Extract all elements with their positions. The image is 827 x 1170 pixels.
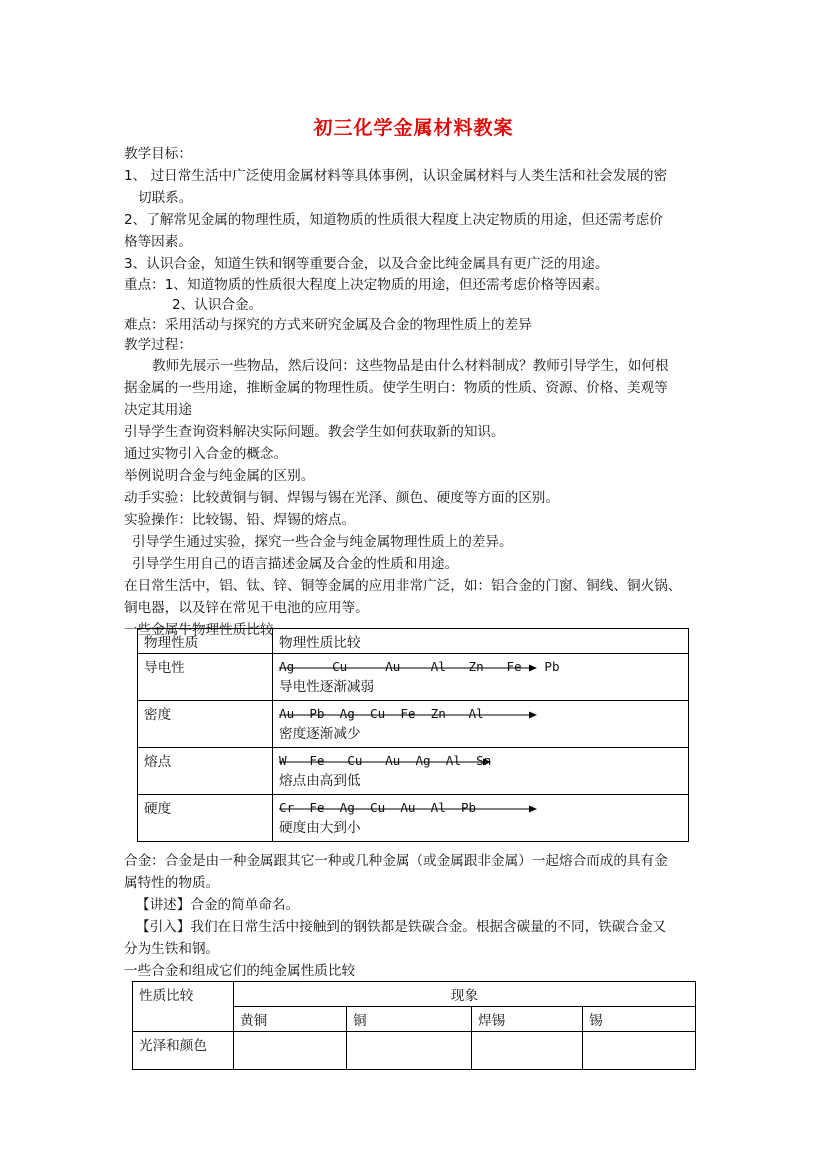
- metal-sequence: W Fe Cu Au Ag Al Sn: [279, 753, 492, 768]
- alloy-comparison-table: [132, 981, 696, 1070]
- table-row: [138, 654, 689, 701]
- objectives-heading: 教学目标：: [124, 146, 192, 162]
- property-cell: 密度: [138, 701, 273, 748]
- document-body-lower: [124, 850, 704, 982]
- objective-2-cont: 格等因素。: [124, 234, 192, 250]
- metal-sequence: Cr Fe Ag Cu Au Al Pb: [279, 797, 682, 818]
- trend-description: 熔点由高到低: [279, 773, 361, 789]
- objective-2: 2、了解常见金属的物理性质，知道物质的性质很大程度上决定物质的用途，但还需考虑价: [124, 212, 663, 228]
- table-header-row: [138, 629, 689, 654]
- table-header-row: [133, 982, 696, 1007]
- observation-cell: [472, 1032, 583, 1070]
- observation-cell: [347, 1032, 472, 1070]
- table-column-header: 铜: [347, 1007, 472, 1032]
- process-para-5: 动手实验：比较黄铜与铜、焊锡与锡在光泽、颜色、硬度等方面的区别。: [124, 490, 559, 506]
- process-para-6: 实验操作：比较锡、铅、焊锡的熔点。: [124, 512, 356, 528]
- comparison-cell: [273, 701, 689, 748]
- table1-caption: 一些金属牛物理性质比较: [124, 622, 274, 638]
- table-row: [133, 1032, 696, 1070]
- observation-cell: [583, 1032, 696, 1070]
- table-row: [138, 795, 689, 842]
- intro-note-cont: 分为生铁和钢。: [124, 941, 220, 957]
- trend-description: 导电性逐渐减弱: [279, 679, 375, 695]
- key-point-2: 2、认识合金。: [172, 297, 263, 313]
- lecture-note: 【讲述】合金的简单命名。: [136, 897, 300, 913]
- comparison-cell: [273, 654, 689, 701]
- comparison-cell: [273, 795, 689, 842]
- process-para-9: 在日常生活中，铝、钛、锌、铜等金属的应用非常广泛，如：铝合金的门窗、铜线、铜火锅、: [124, 578, 682, 594]
- objective-1: 1、 过日常生活中广泛使用金属材料等具体事例，认识金属材料与人类生活和社会发展的密: [124, 168, 668, 184]
- objective-3: 3、认识合金，知道生铁和钢等重要合金，以及合金比纯金属具有更广泛的用途。: [124, 256, 609, 272]
- property-cell: 硬度: [138, 795, 273, 842]
- table-row: [138, 701, 689, 748]
- process-para-4: 举例说明合金与纯金属的区别。: [124, 468, 315, 484]
- process-para-1: 教师先展示一些物品，然后设问：这些物品是由什么材料制成？教师引导学生，如何根: [152, 358, 669, 374]
- process-heading: 教学过程：: [124, 337, 192, 353]
- metal-sequence: Au Pb Ag Cu Fe Zn Al: [279, 703, 682, 724]
- difficulty: 难点：采用活动与探究的方式来研究金属及合金的物理性质上的差异: [124, 317, 532, 333]
- document-body: [124, 143, 704, 641]
- document-title: 初三化学金属材料教案: [313, 117, 514, 139]
- table2-caption: 一些合金和组成它们的纯金属性质比较: [124, 963, 356, 979]
- process-para-1-end: 决定其用途: [124, 402, 192, 418]
- process-para-2: 引导学生查询资料解决实际问题。教会学生如何获取新的知识。: [124, 424, 505, 440]
- table-row: [138, 748, 689, 795]
- trend-description: 密度逐渐减少: [279, 726, 361, 742]
- table-column-header: 黄铜: [234, 1007, 347, 1032]
- metal-sequence: Ag Cu Au Al Zn Fe Pb: [279, 659, 560, 674]
- alloy-definition: 合金：合金是由一种金属跟其它一种或几种金属（或金属跟非金属）一起熔合而成的具有金: [124, 853, 668, 869]
- observation-cell: [234, 1032, 347, 1070]
- alloy-definition-cont: 属特性的物质。: [124, 875, 220, 891]
- key-point-1: 重点：1、知道物质的性质很大程度上决定物质的用途，但还需考虑价格等因素。: [124, 277, 609, 293]
- comparison-cell: [273, 748, 689, 795]
- process-para-3: 通过实物引入合金的概念。: [124, 446, 288, 462]
- property-cell: 熔点: [138, 748, 273, 795]
- objective-1-cont: 切联系。: [138, 190, 193, 206]
- table-header-cell: 物理性质: [138, 629, 273, 654]
- table-header-group: 现象: [234, 982, 696, 1007]
- metal-properties-table: [137, 628, 689, 842]
- intro-note: 【引入】我们在日常生活中接触到的钢铁都是铁碳合金。根据含碳量的不同，铁碳合金又: [136, 919, 667, 935]
- table-column-header: 锡: [583, 1007, 696, 1032]
- table-header-cell: 物理性质比较: [273, 629, 689, 654]
- table-header-cell: 性质比较: [133, 982, 234, 1032]
- table-column-header: 焊锡: [472, 1007, 583, 1032]
- process-para-7: 引导学生通过实验，探究一些合金与纯金属物理性质上的差异。: [132, 534, 513, 550]
- process-para-1-cont: 据金属的一些用途，推断金属的物理性质。使学生明白：物质的性质、资源、价格、美观等: [124, 380, 668, 396]
- process-para-9-cont: 铜电器，以及锌在常见干电池的应用等。: [124, 600, 369, 616]
- property-cell: 光泽和颜色: [133, 1032, 234, 1070]
- property-cell: 导电性: [138, 654, 273, 701]
- process-para-8: 引导学生用自己的语言描述金属及合金的性质和用途。: [132, 556, 459, 572]
- trend-description: 硬度由大到小: [279, 820, 361, 836]
